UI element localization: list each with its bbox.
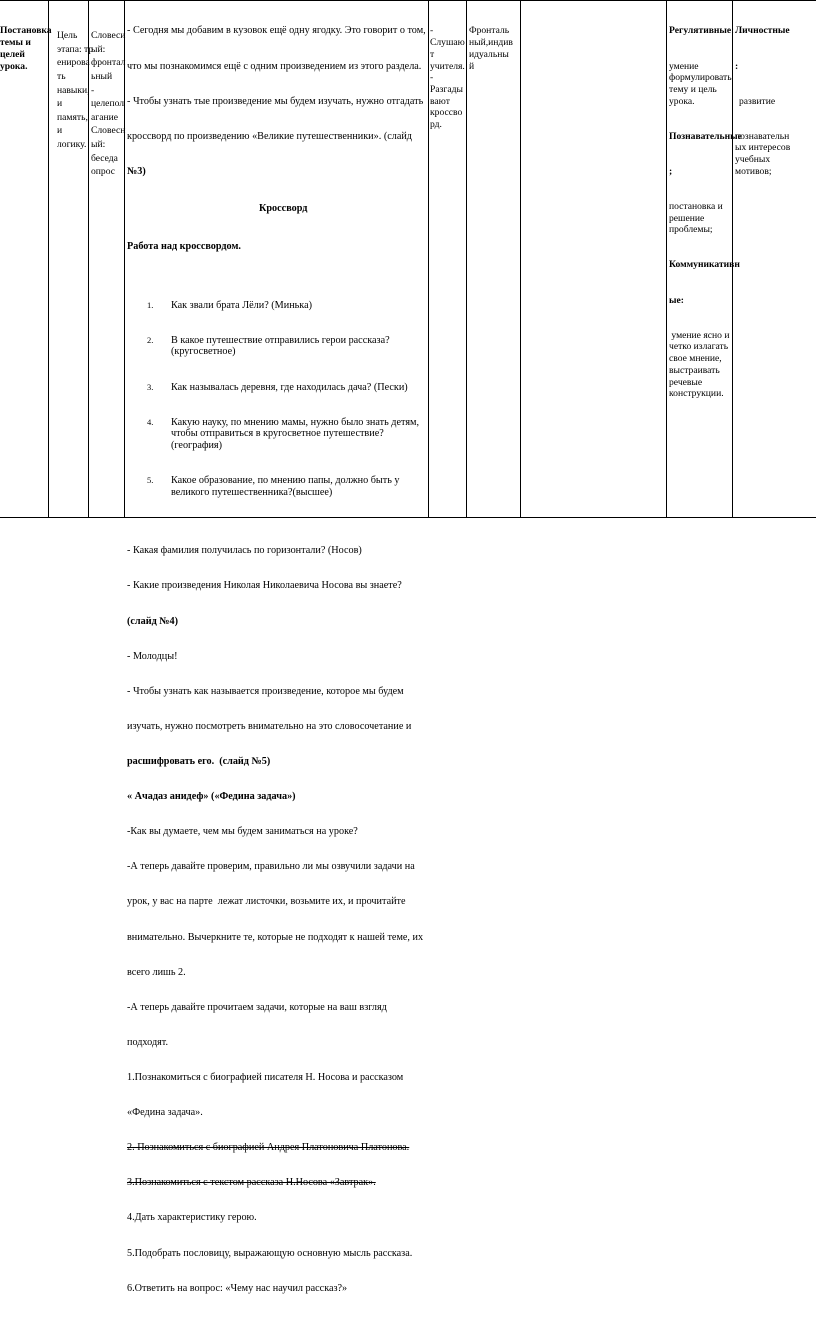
cell-empty bbox=[521, 0, 667, 517]
crossword-title: Кроссворд bbox=[259, 202, 308, 214]
anagram: « Ачадаз анидеф» («Федина задача») bbox=[127, 791, 296, 803]
crossword-work-title: Работа над кроссвордом. bbox=[127, 241, 241, 253]
list-item: 4. Какую науку, по мнению мамы, нужно было знать детям, чтобы отправиться в кругосветное путешествие? (география) bbox=[147, 416, 419, 452]
list-item: 3. Как называлась деревня, где находилась дача? (Пески) bbox=[147, 381, 408, 393]
stage-goal: Цель этапа: тр енирова ть навыки, и память, и логику. bbox=[57, 30, 94, 150]
work-forms: Фронталь ный,индив идуальны й bbox=[469, 25, 513, 72]
personal-uud: Личностные : развитие познавательн ых интересов учебных мотивов; bbox=[735, 25, 791, 177]
teacher-activity-text: - Сегодня мы добавим в кузовок ещё одну ягодку. Это говорит о том, что мы познакомимся ещё с одним произведением из этого раздела. - Чтобы узнать тые произведение мы будем изучать, нужно отгадать кроссворд по произведению «Великие путешественники». (слайд №3) Кроссворд Работа над кроссвордом. 1. Как звали брата Лёли? (Минька) 2. В какое путешествие отправились герои рассказа? (кругосветное) 3. Как называлась деревня, где находилась дача? (Пески) 4. Какую науку, по мнению мамы, нужно было знать детям, чтобы отправиться в кругосветное путешествие? (география) 5. Какое образование, по мнению папы, должно быть у великого путешественника?(высшее) - Какая фамилия получилась по горизонтали? (Носов) - Какие произведения Николая Николаевича Носова вы знаете? (слайд №4) - Молодцы! - Чтобы узнать как называется произведение, которое мы будем изучать, нужно посмотреть внимательно на это словосочетание и расшифровать его. (слайд №5) « Ачадаз анидеф» («Федина задача») -Как вы думаете, чем мы будем заниматься на уроке? -А теперь давайте проверим, правильно ли мы озвучили задачи на урок, у вас на парте лежат листочки, возьмите их, и прочитайте внимательно. Вычеркните те, которые не подходят к нашей теме, их всего лишь 2. -А теперь давайте прочитаем задачи, которые на ваш взгляд подходят. 1.Познакомиться с биографией писателя Н. Носова и рассказом «Федина задача». 2. Познакомиться с биографией Андрея Платоновича Платонова. 3.Познакомиться с текстом рассказа Н.Носова «Завтрак». 4.Дать характеристику герою. 5.Подобрать пословицу, выражающую основную мысль рассказа. 6.Ответить на вопрос: «Чему нас научил рассказ?» bbox=[127, 25, 426, 1294]
struck-task: 3.Познакомиться с текстом рассказа Н.Носова «Завтрак». bbox=[127, 1177, 376, 1189]
list-item: 5. Какое образование, по мнению папы, должно быть у великого путешественника?(высшее) bbox=[147, 475, 400, 498]
list-item: 2. В какое путешествие отправились герои рассказа? (кругосветное) bbox=[147, 334, 390, 358]
stage-methods: Словеси ый: фронтал ьный - целепол агание Словесн ый: беседа опрос bbox=[91, 30, 126, 178]
list-item: 1. Как звали брата Лёли? (Минька) bbox=[147, 299, 312, 311]
struck-task: 2. Познакомиться с биографией Андрея Платоновича Платонова. bbox=[127, 1142, 410, 1154]
slide-4-label: (слайд №4) bbox=[127, 615, 179, 627]
meta-uud: Регулятивные: умение формулировать тему и цель урока. Познавательные ; постановка и решение проблемы; Коммуникативн ые: умение ясно и четко излагать свое мнение, выстраивать речевые конструкции. bbox=[669, 25, 742, 400]
stage-title: Постановка темы и целей урока. bbox=[0, 25, 52, 72]
student-activity: - Слушаю т учителя. - Разгады вают кроссво рд. bbox=[430, 25, 465, 131]
crossword-questions bbox=[127, 276, 426, 522]
